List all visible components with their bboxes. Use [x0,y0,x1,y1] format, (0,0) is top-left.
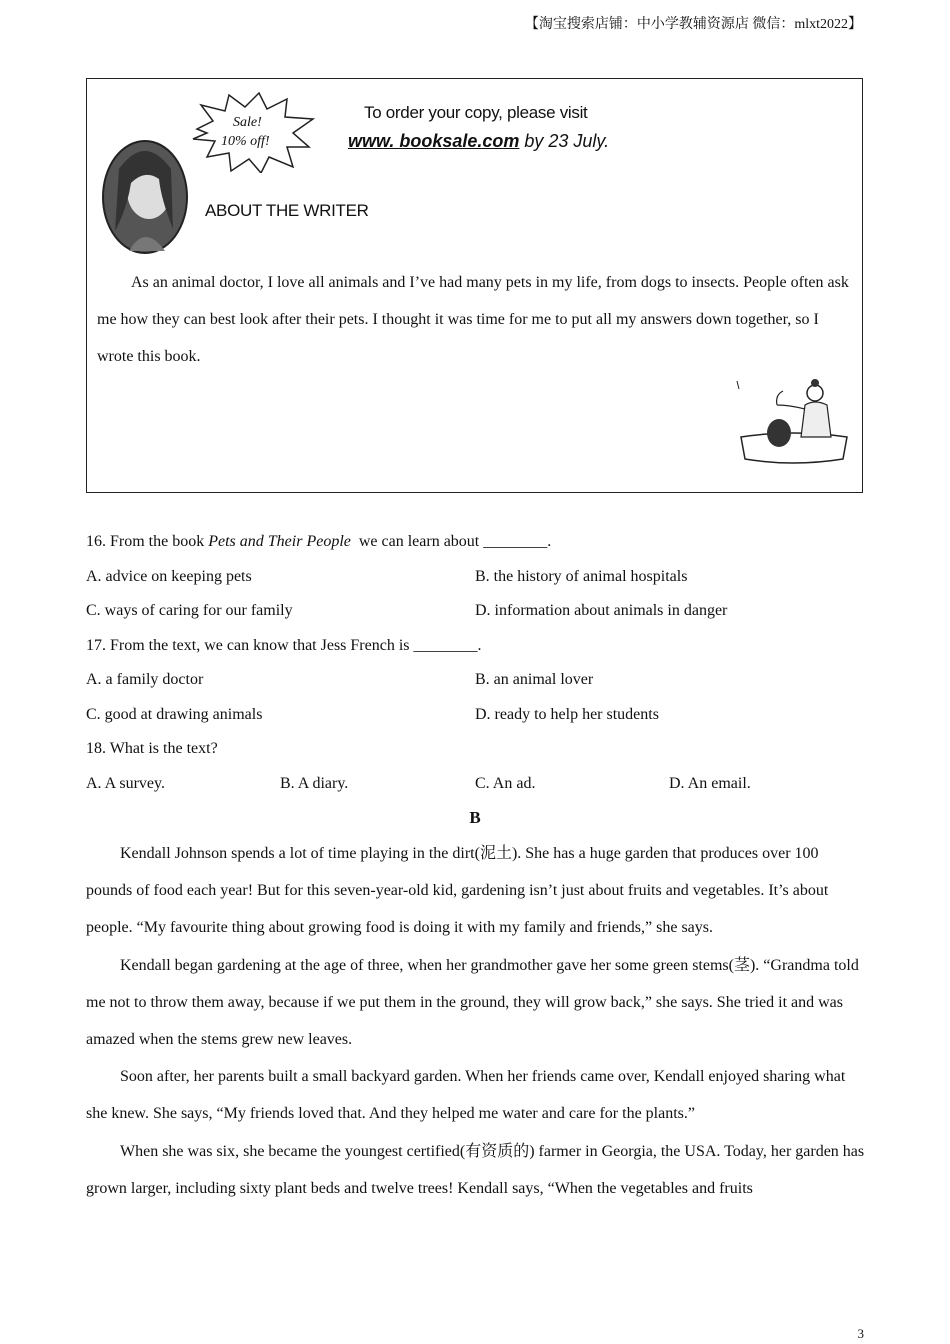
q17-option-b[interactable]: B. an animal lover [475,671,594,688]
passage-paragraph-1: Kendall Johnson spends a lot of time playing in the dirt(泥土). She has a huge garden that produces over 100 pounds of food each year! But for this seven-year-old kid, gardening isn’t just about fruits and vegetables. It’s about people. “My favourite thing about growing food is doing it with my family and friends,” she says. [86,845,829,937]
writer-portrait [101,139,189,255]
order-info [348,131,609,152]
passage-paragraph-4: When she was six, she became the youngest certified(有资质的) farmer in Georgia, the USA. Today, her garden has grown larger, including sixty plant beds and twelve trees! Kendall says, “When the vegetables and fruits [86,1142,865,1197]
q16-option-c[interactable]: C. ways of caring for our family [86,602,293,619]
sale-discount: 10% off! [221,134,270,149]
dog-bath-illustration [735,375,851,471]
about-writer-title: ABOUT THE WRITER [205,201,369,220]
passage-paragraph-2: Kendall began gardening at the age of three, when her grandmother gave her some green stems(茎). “Grandma told me not to throw them away, because if we put them in the ground, they will grow back,” she says. She tried it and was amazed when the stems grew new leaves. [86,956,859,1049]
order-line: To order your copy, please visit [364,103,588,122]
sale-label: Sale! [233,115,262,130]
question-16: 16. From the book Pets and Their People we can learn about ________. [86,533,552,550]
q17-option-d[interactable]: D. ready to help her students [475,705,659,723]
advertisement-box [86,78,863,493]
question-18: 18. What is the text? [86,740,218,757]
book-title: Pets and Their People [208,533,351,550]
q18-option-a[interactable]: A. A survey. [86,774,165,792]
order-url: www. booksale.com [348,131,520,151]
q18-option-c[interactable]: C. An ad. [475,774,536,792]
sale-burst [189,91,319,178]
question-17: 17. From the text, we can know that Jess French is ________. [86,636,482,654]
passage-paragraph-3: Soon after, her parents built a small backyard garden. When her friends came over, Kendall enjoyed sharing what she knew. She says, “My friends loved that. And they helped me water and care for the plants.” [86,1068,846,1123]
about-writer-text: As an animal doctor, I love all animals and I’ve had many pets in my life, from dogs to insects. People often ask me how they can best look after their pets. I thought it was time for me to put all my answers down together, so I wrote this book. [97,274,849,365]
section-heading-b: B [469,808,481,827]
reading-passage-b [86,835,866,1207]
q17-option-c[interactable]: C. good at drawing animals [86,705,263,723]
q16-option-d[interactable]: D. information about animals in danger [475,602,728,619]
page-number: 3 [857,1326,864,1341]
order-deadline: by 23 July. [519,131,610,151]
q16-option-b[interactable]: B. the history of animal hospitals [475,567,688,585]
questions [86,530,866,806]
q16-option-a[interactable]: A. advice on keeping pets [86,567,252,585]
q18-option-d[interactable]: D. An email. [669,774,751,792]
header-note: 【淘宝搜索店铺：中小学教辅资源店 微信：mlxt2022】 [524,17,862,32]
q17-option-a[interactable]: A. a family doctor [86,671,204,688]
q18-option-b[interactable]: B. A diary. [280,774,349,792]
